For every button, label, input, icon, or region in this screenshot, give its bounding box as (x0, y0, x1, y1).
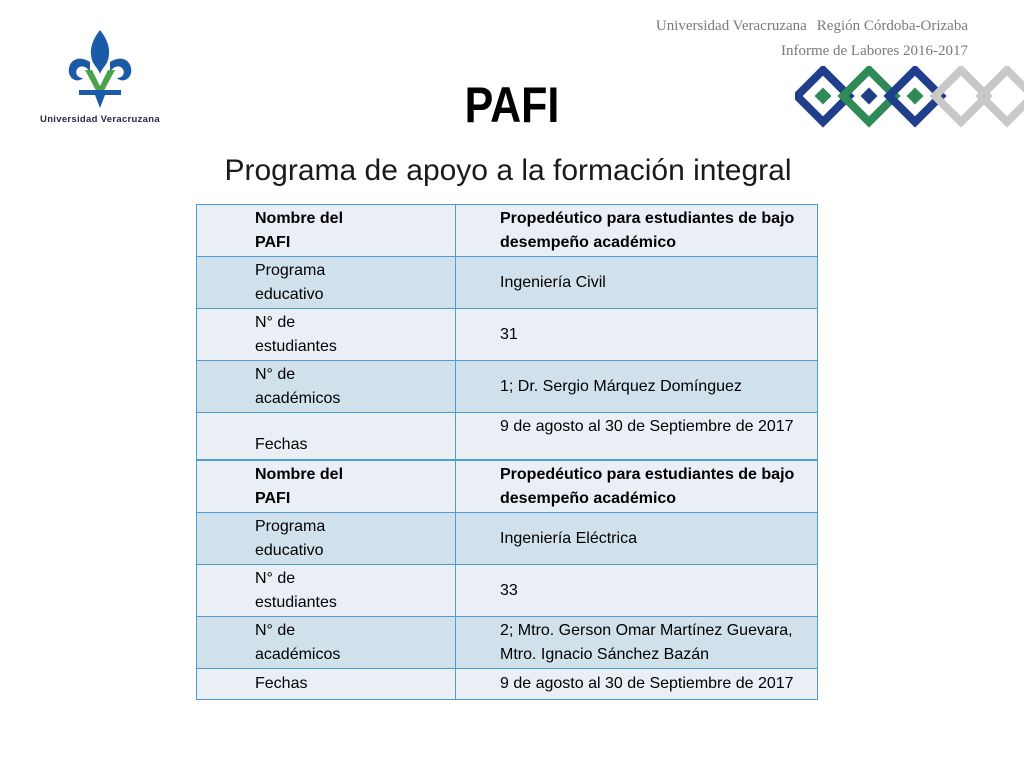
region-name: Región Córdoba-Orizaba (816, 18, 968, 34)
row-label-line-1: Fechas (255, 436, 308, 453)
row-label (197, 617, 456, 669)
report-name: Informe de Labores 2016-2017 (780, 43, 968, 59)
table-row (197, 513, 818, 565)
table-row (197, 413, 818, 461)
row-value-line-1: Propedéutico para estudiantes de bajo (500, 209, 795, 227)
row-value-line-1: Propedéutico para estudiantes de bajo (500, 465, 795, 483)
row-value (456, 617, 818, 669)
row-label-line-1: N° de (255, 569, 296, 587)
row-value: 9 de agosto al 30 de Septiembre de 2017 (456, 669, 818, 700)
row-label-line-2: PAFI (255, 233, 291, 251)
row-value: Ingeniería Eléctrica (456, 513, 818, 565)
table-row (197, 309, 818, 361)
header-info (656, 14, 968, 64)
table-row (197, 257, 818, 309)
table-row (197, 669, 818, 700)
table-row (197, 460, 818, 513)
row-label-line-2: PAFI (255, 489, 291, 507)
row-label (197, 413, 456, 461)
row-label-line-1: Nombre del (255, 209, 344, 227)
row-label-line-2: estudiantes (255, 593, 337, 611)
row-label-line-1: N° de (255, 365, 296, 383)
row-label: Fechas (197, 669, 456, 700)
row-value: 31 (456, 309, 818, 361)
table-row (197, 565, 818, 617)
table-row (197, 205, 818, 257)
institution-name: Universidad Veracruzana (655, 18, 807, 34)
row-label-line-1: Programa (255, 261, 326, 279)
row-value: 9 de agosto al 30 de Septiembre de 2017 (456, 413, 818, 461)
row-label-line-1: N° de (255, 621, 296, 639)
row-label (197, 257, 456, 309)
row-label-line-2: educativo (255, 541, 324, 559)
row-value (456, 205, 818, 257)
row-value-line-1: 2; Mtro. Gerson Omar Martínez Guevara, (500, 621, 793, 639)
logo-text: Universidad Veracruzana (40, 114, 160, 125)
row-value: Ingeniería Civil (456, 257, 818, 309)
row-label (197, 361, 456, 413)
row-value-line-2: Mtro. Ignacio Sánchez Bazán (500, 645, 710, 663)
row-label (197, 565, 456, 617)
page-subtitle: Programa de apoyo a la formación integral (224, 154, 792, 187)
row-label-line-2: estudiantes (255, 337, 337, 355)
row-value: 1; Dr. Sergio Márquez Domínguez (456, 361, 818, 413)
row-label (197, 205, 456, 257)
row-label (197, 460, 456, 513)
page-title: PAFI (464, 77, 560, 133)
row-value-line-2: desempeño académico (500, 233, 677, 251)
row-label-line-2: académicos (255, 389, 341, 407)
table-row (197, 617, 818, 669)
row-label-line-1: Programa (255, 517, 326, 535)
row-label (197, 309, 456, 361)
row-label-line-1: Nombre del (255, 465, 344, 483)
row-value-line-2: desempeño académico (500, 489, 677, 507)
row-label (197, 513, 456, 565)
header-line-1 (656, 14, 968, 39)
row-value: 33 (456, 565, 818, 617)
row-value (456, 460, 818, 513)
row-label-line-2: académicos (255, 645, 341, 663)
pafi-table (196, 204, 818, 700)
table-row (197, 361, 818, 413)
row-label-line-2: educativo (255, 285, 324, 303)
row-label-line-1: N° de (255, 313, 296, 331)
